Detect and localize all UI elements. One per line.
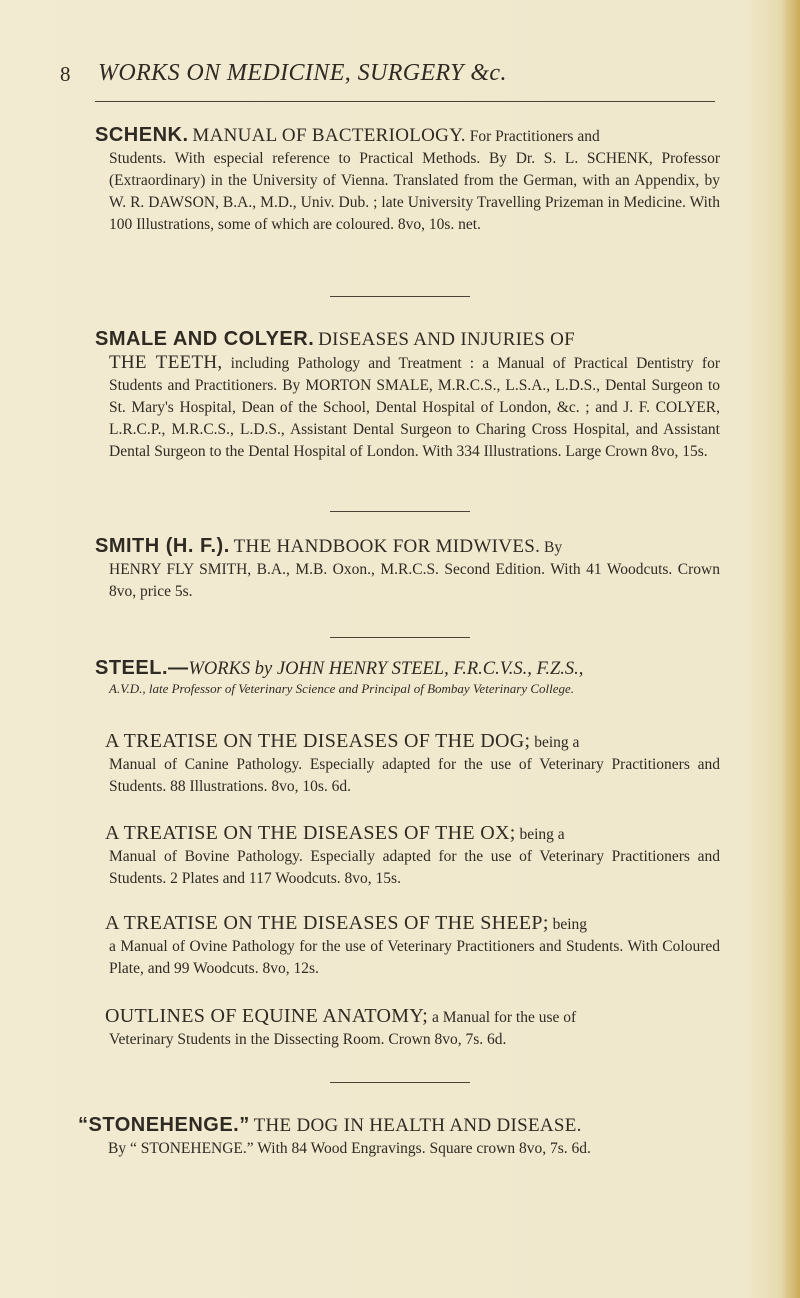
- book-title-cont: THE TEETH,: [109, 352, 223, 373]
- work-title: A TREATISE ON THE DISEASES OF THE OX;: [105, 822, 516, 844]
- work-heading: [105, 1005, 720, 1029]
- author-lead: SCHENK.: [95, 124, 189, 146]
- page-number: 8: [60, 62, 71, 86]
- entry-description: [95, 352, 720, 463]
- entry-heading: [95, 657, 720, 681]
- work-ox: [105, 822, 720, 890]
- entry-steel: [95, 657, 720, 697]
- work-dog: [105, 730, 720, 798]
- book-title: THE DOG IN HEALTH AND DISEASE.: [253, 1115, 582, 1136]
- author-lead: SMITH (H. F.).: [95, 535, 230, 557]
- page-edge-shadow: [782, 0, 800, 1298]
- work-heading-rest: being a: [534, 734, 580, 751]
- work-description: Manual of Canine Pathology. Especially adapted for the use of Veterinary Practitioners and Students. 88 Illustrations. 8vo, 10s. 6d.: [109, 756, 720, 795]
- section-rule: [330, 637, 470, 638]
- entry-description: Students. With especial reference to Practical Methods. By Dr. S. L. SCHENK, Professor (Extraordinary) in the University of Vienna. Translated from the German, with an Appendix, by W. R. DAWSON, B.A., M.D., Univ. Dub. ; late University Travelling Prizeman in Medicine. With 100 Illustrations, some of which are coloured. 8vo, 10s. net.: [109, 150, 720, 233]
- works-by-line: WORKS by JOHN HENRY STEEL, F.R.C.V.S., F.Z.S.,: [188, 659, 584, 679]
- entry-heading: [95, 328, 720, 352]
- entry-description: HENRY FLY SMITH, B.A., M.B. Oxon., M.R.C.S. Second Edition. With 41 Woodcuts. Crown 8vo, price 5s.: [109, 561, 720, 600]
- work-sheep: [105, 912, 720, 980]
- author-lead: “STONEHENGE.”: [78, 1114, 250, 1136]
- work-title: OUTLINES OF EQUINE ANATOMY;: [105, 1005, 429, 1027]
- entry-smith: [95, 535, 720, 603]
- work-description: Manual of Bovine Pathology. Especially adapted for the use of Veterinary Practitioners and Students. 2 Plates and 117 Woodcuts. 8vo, 15s.: [109, 848, 720, 887]
- heading-rest: For Practitioners and: [469, 128, 600, 145]
- heading-rest: By: [544, 539, 563, 556]
- section-rule: [330, 511, 470, 512]
- section-rule: [330, 296, 470, 297]
- work-heading-rest: being: [552, 916, 588, 933]
- work-description: a Manual of Ovine Pathology for the use of Veterinary Practitioners and Students. With Coloured Plate, and 99 Woodcuts. 8vo, 12s.: [109, 938, 720, 977]
- author-affiliation: A.V.D., late Professor of Veterinary Science and Principal of Bombay Veterinary College.: [109, 681, 575, 696]
- book-title: DISEASES AND INJURIES OF: [318, 329, 576, 350]
- entry-description: By “ STONEHENGE.” With 84 Wood Engravings. Square crown 8vo, 7s. 6d.: [108, 1140, 591, 1157]
- book-title: THE HANDBOOK FOR MIDWIVES.: [233, 536, 541, 557]
- work-heading: [105, 730, 720, 754]
- page-header: [60, 60, 720, 92]
- author-lead: SMALE AND COLYER.: [95, 328, 315, 350]
- work-title: A TREATISE ON THE DISEASES OF THE SHEEP;: [105, 912, 549, 934]
- entry-smale: [95, 328, 720, 463]
- header-rule: [95, 101, 715, 102]
- work-equine: [105, 1005, 720, 1051]
- work-heading-rest: being a: [519, 826, 565, 843]
- entry-heading: [95, 124, 720, 148]
- author-lead: STEEL.—: [95, 657, 189, 679]
- book-title: MANUAL OF BACTERIOLOGY.: [192, 125, 466, 146]
- work-heading: [105, 822, 720, 846]
- entry-schenk: [95, 124, 720, 236]
- entry-heading: [78, 1114, 720, 1138]
- section-rule: [330, 1082, 470, 1083]
- work-title: A TREATISE ON THE DISEASES OF THE DOG;: [105, 730, 531, 752]
- entry-description-text: including Pathology and Treatment : a Manual of Practical Dentistry for Students and Practitioners. By MORTON SMALE, M.R.C.S., L.S.A., L.D.S., Dental Surgeon to St. Mary's Hospital, Dean of the School, Dental Hospital of London, &c. ; and J. F. COLYER, L.R.C.P., M.R.C.S., L.D.S., Assistant Dental Surgeon to Charing Cross Hospital, and Assistant Dental Surgeon to the Dental Hospital of London. With 334 Illustrations. Large Crown 8vo, 15s.: [109, 355, 720, 460]
- entry-stonehenge: [78, 1114, 720, 1160]
- entry-heading: [95, 535, 720, 559]
- running-title: WORKS ON MEDICINE, SURGERY &c.: [98, 60, 507, 86]
- work-heading: [105, 912, 720, 936]
- work-description: Veterinary Students in the Dissecting Room. Crown 8vo, 7s. 6d.: [109, 1031, 507, 1048]
- work-heading-rest: a Manual for the use of: [432, 1009, 577, 1026]
